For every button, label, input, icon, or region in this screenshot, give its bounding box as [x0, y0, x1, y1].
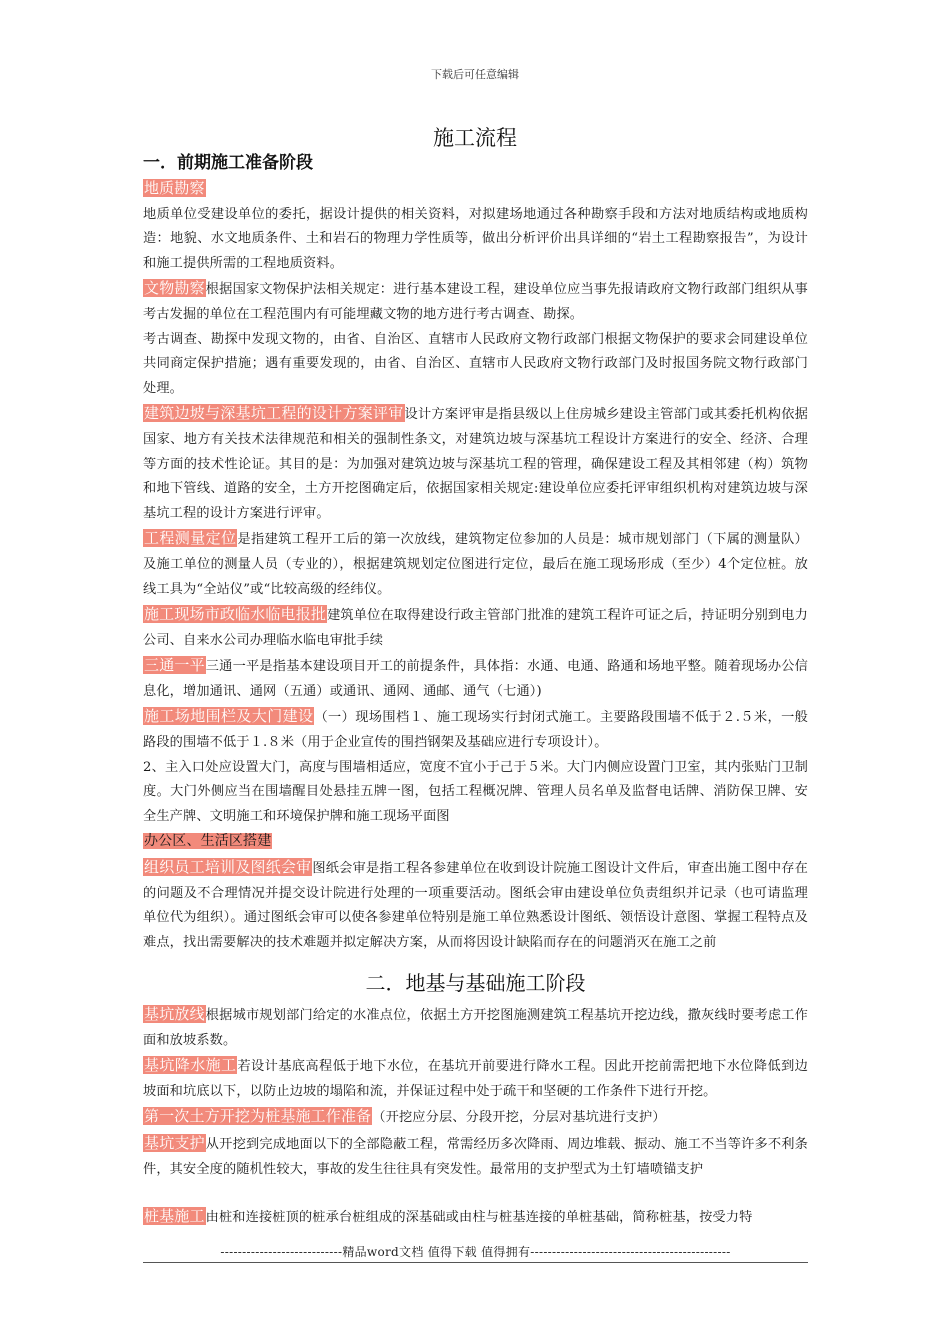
paragraph-geological-survey: [143, 176, 808, 203]
header-note: 下载后可任意编辑: [431, 68, 519, 81]
highlight-label: 办公区、生活区搭建: [144, 833, 272, 850]
paragraph-text: 设计方案评审是指县级以上住房城乡建设主管部门或其委托机构依据国家、地方有关技术法律规范和相关的强制性条文，对建筑边坡与深基坑工程设计方案进行的安全、经济、合理等方面的技术性论证。其目的是：为加强对建筑边坡与深基坑工程的管理，确保建设工程及其相邻建（构）筑物和地下管线、道路的安全，土方开挖图确定后，依据国家相关规定:建设单位应委托评审组织机构对建筑边坡与深基坑工程的设计方案进行评审。: [143, 407, 808, 521]
paragraph-text: 由桩和连接桩顶的桩承台桩组成的深基础或由柱与桩基连接的单桩基础，简称桩基，按受力特: [205, 1210, 753, 1226]
paragraph-text: 根据国家文物保护法相关规定：进行基本建设工程，建设单位应当事先报请政府文物行政部门组织从事考古发掘的单位在工程范围内有可能埋藏文物的地方进行考古调查、勘探。: [143, 282, 808, 322]
highlight-label: 建筑边坡与深基坑工程的设计方案评审: [144, 404, 404, 423]
highlight-label: 施工场地围栏及大门建设: [144, 707, 314, 726]
section-heading: 一．前期施工准备阶段: [143, 153, 313, 173]
paragraph-dewatering: [143, 1053, 808, 1104]
paragraph-text: 图纸会审是指工程各参建单位在收到设计院施工图设计文件后，审查出施工图中存在的问题及不合理情况并提交设计院进行处理的一项重要活动。图纸会审由建设单位负责组织并记录（也可请监理单位代为组织）。通过图纸会审可以使各参建单位特别是施工单位熟悉设计图纸、领悟设计意图、掌握工程特点及难点，找出需要解决的技术难题并拟定解决方案，从而将因设计缺陷而存在的问题消灭在施工之前: [143, 861, 809, 950]
highlight-label: 文物勘察: [144, 279, 205, 298]
highlight-label: 第一次土方开挖为桩基施工作准备: [144, 1107, 372, 1126]
paragraph-pit-layout: [143, 1002, 808, 1053]
paragraph-temp-utilities: [143, 602, 808, 653]
highlight-label: 基坑放线: [144, 1005, 205, 1023]
paragraph-text: 建筑单位在取得建设行政主管部门批准的建筑工程许可证之后，持证明分别到电力公司、自来水公司办理临水临电审批手续: [143, 608, 808, 648]
paragraph-office-area: [143, 829, 808, 855]
paragraph-text: 三通一平是指基本建设项目开工的前提条件，具体指：水通、电通、路通和场地平整。随着现场办公信息化，增加通讯、通网（五通）或通讯、通网、通邮、通气（七通）): [143, 659, 808, 699]
paragraph-three-connections: [143, 653, 808, 704]
highlight-label: 桩基施工: [144, 1207, 205, 1226]
section-preparation: [143, 150, 808, 955]
paragraph-first-excavation: [143, 1104, 808, 1131]
footer-divider: [143, 1262, 808, 1263]
highlight-label: 工程测量定位: [144, 529, 237, 548]
paragraph-text: 若设计基底高程低于地下水位，在基坑开前要进行降水工程。因此开挖前需把地下水位降低到边坡面和坑底以下，以防止边坡的塌陷和流，并保证过程中处于疏干和坚硬的工作条件下进行开挖。: [143, 1059, 809, 1099]
footer-note: ----------------------------精品word文档 值得下载 值得拥有----------------------------------------------: [220, 1245, 731, 1259]
paragraph-pile-foundation: [143, 1204, 808, 1231]
paragraph-survey-positioning: [143, 526, 808, 602]
highlight-label: 基坑支护: [144, 1133, 205, 1152]
highlight-label: 地质勘察: [144, 179, 205, 197]
section-foundation: [143, 968, 808, 1231]
highlight-label: 三通一平: [144, 656, 205, 675]
section-heading: 二．地基与基础施工阶段: [365, 971, 586, 995]
paragraph-pit-support: [143, 1131, 808, 1182]
page-title: 施工流程: [433, 126, 517, 150]
paragraph-drawing-review: [143, 855, 808, 955]
paragraph: 地质单位受建设单位的委托，据设计提供的相关资料，对拟建场地通过各种勘察手段和方法对地质结构或地质构造：地貌、水文地质条件、土和岩石的物理力学性质等，做出分析评价出具详细的“岩土工程勘察报告”，为设计和施工提供所需的工程地质资料。: [143, 206, 808, 271]
highlight-label: 基坑降水施工: [144, 1056, 237, 1075]
paragraph-text: （开挖应分层、分段开挖，分层对基坑进行支护）: [372, 1110, 666, 1126]
paragraph-text: 是指建筑工程开工后的第一次放线，建筑物定位参加的人员是：城市规划部门（下属的测量队）及施工单位的测量人员（专业的），根据建筑规划定位图进行定位，最后在施工现场形成（至少）4个定位桩。放线工具为“全站仪”或“比较高级的经纬仪。: [143, 532, 809, 597]
paragraph-text: （一）现场围档１、施工现场实行封闭式施工。主要路段围墙不低于２.５米，一般路段的围墙不低于１.８米（用于企业宣传的围挡钢架及基础应进行专项设计）。: [143, 710, 808, 751]
paragraph-cultural-relics: [143, 276, 808, 327]
paragraph-text: 根据城市规划部门给定的水准点位，依据土方开挖图施测建筑工程基坑开挖边线，撒灰线时要考虑工作面和放坡系数。: [143, 1008, 808, 1048]
paragraph-slope-review: [143, 401, 808, 526]
paragraph: 2、主入口处应设置大门，高度与围墙相适应，宽度不宜小于己于５米。大门内侧应设置门卫室，其内张贴门卫制度。大门外侧应当在围墙醒目处悬挂五牌一图，包括工程概况牌、管理人员名单及监督电话牌、消防保卫牌、安全生产牌、文明施工和环境保护牌和施工现场平面图: [143, 759, 808, 824]
spacer: [143, 1182, 808, 1204]
highlight-label: 施工现场市政临水临电报批: [144, 605, 327, 624]
paragraph: 考古调查、勘探中发现文物的，由省、自治区、直辖市人民政府文物行政部门根据文物保护的要求会同建设单位共同商定保护措施；遇有重要发现的，由省、自治区、直辖市人民政府文物行政部门及时报国务院文物行政部门处理。: [143, 331, 808, 396]
highlight-label: 组织员工培训及图纸会审: [144, 858, 312, 877]
paragraph-text: 从开挖到完成地面以下的全部隐蔽工程，常需经历多次降雨、周边堆载、振动、施工不当等许多不利条件，其安全度的随机性较大，事故的发生往往具有突发性。最常用的支护型式为土钉墙喷锚支护: [143, 1136, 808, 1177]
paragraph-fence-gate: [143, 704, 808, 755]
